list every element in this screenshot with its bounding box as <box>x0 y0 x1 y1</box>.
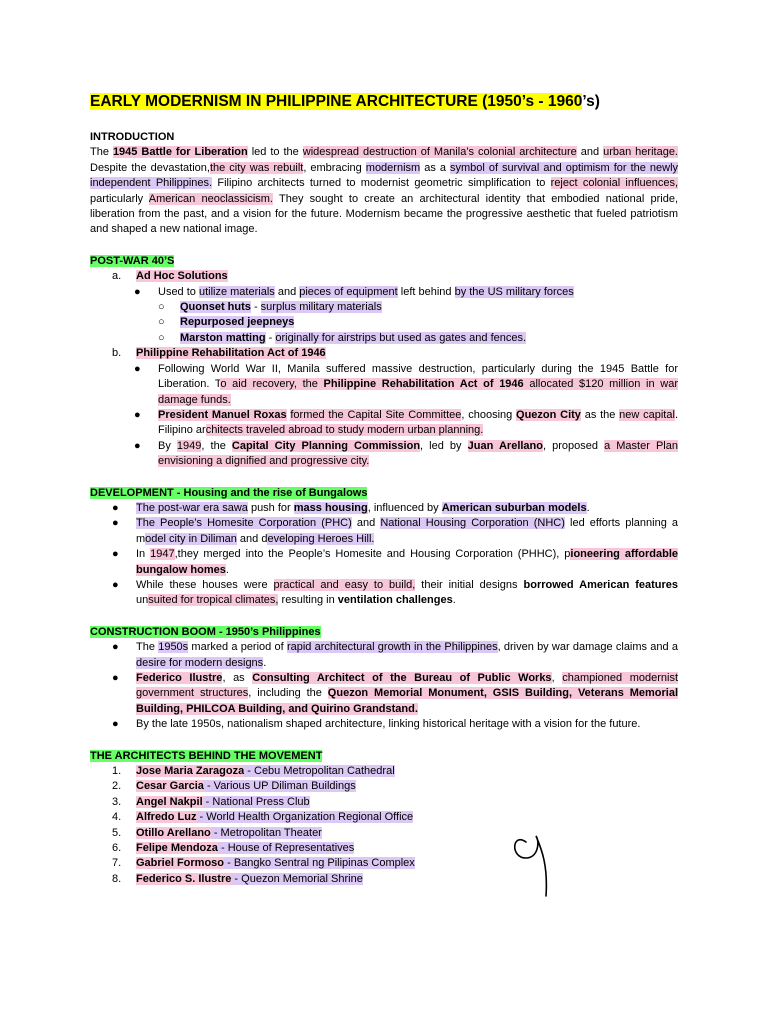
list-number: 5. <box>112 826 122 839</box>
architect-work: Cebu Metropolitan Cathedral <box>254 765 395 778</box>
sub-list-item <box>90 300 678 315</box>
text-run: , the <box>201 439 232 452</box>
text-run: , as <box>222 672 253 684</box>
text-run-highlight: the city was rebuilt <box>209 161 304 174</box>
architect-list-item <box>90 810 678 825</box>
text-run-bold: Philippine Rehabilitation Act of 1946 <box>323 378 524 391</box>
text-run-bold: Juan Arellano <box>467 439 543 452</box>
text-run-highlight: pieces of equipment <box>299 285 398 298</box>
list-item <box>90 516 678 547</box>
architect-list-item <box>90 795 678 810</box>
text-run: Despite the devastation, <box>90 161 210 174</box>
architect-work: Bangko Sentral ng Pilipinas Complex <box>233 857 415 870</box>
bullet-icon: ● <box>112 672 119 684</box>
list-number: 6. <box>112 842 122 855</box>
text-run: , including the <box>248 687 328 700</box>
text-run: While these houses were <box>136 578 274 591</box>
text-run-highlight: widespread destruction of Manila’s colonial architecture <box>302 146 577 159</box>
text-run-bold: mass housing <box>293 501 368 514</box>
text-run-highlight: new capital <box>619 408 675 421</box>
text-run-highlight: American neoclassicism. <box>148 192 273 205</box>
architect-name: Otillo Arellano <box>136 826 211 839</box>
text-run: resulting in <box>278 594 338 607</box>
separator: - <box>202 795 213 808</box>
bullet-icon: ● <box>112 548 119 561</box>
text-run-bold: ventilation challenges <box>337 594 453 607</box>
text-run: . <box>452 594 456 607</box>
list-number: 8. <box>112 872 122 885</box>
bullet-icon: ● <box>134 439 141 452</box>
text-run: Following World War II, Manila suffered massive destruction, particularly during the 1945 Battle for Liberation. T <box>158 362 678 391</box>
text-run-highlight: by the US military forces <box>454 285 574 298</box>
text-run-highlight: desire for modern designs <box>136 656 264 669</box>
bullet-icon: ● <box>134 285 141 298</box>
text-run: ,they merged into the People’s Homesite and Housing Corporation (PHHC), p <box>174 548 571 561</box>
separator: - <box>231 872 242 885</box>
boom-heading <box>90 625 678 640</box>
text-run: The <box>90 146 113 159</box>
list-label: Philippine Rehabilitation Act of 1946 <box>136 347 326 360</box>
text-run: push for <box>247 501 294 514</box>
text-run-highlight: odel city in Diliman <box>145 532 237 545</box>
list-number: 4. <box>112 811 122 824</box>
circle-bullet-icon: ○ <box>158 301 165 314</box>
sub-list-item <box>90 315 678 330</box>
section-heading-text: THE ARCHITECTS BEHIND THE MOVEMENT <box>90 749 323 762</box>
text-run-highlight: 1950s <box>158 641 189 654</box>
architect-name: Jose Maria Zaragoza <box>136 765 245 778</box>
text-run: un <box>136 594 149 607</box>
text-run-bold: Quezon Memorial Monument, GSIS Building, Veterans Memorial Building, PHILCOA Building, and Quirino Grandstand. <box>136 687 679 715</box>
text-run: and d <box>236 532 268 545</box>
architect-list-item <box>90 764 678 779</box>
signature-mark <box>508 828 568 898</box>
list-item <box>90 439 678 470</box>
text-run-highlight: 1947 <box>150 548 175 561</box>
architect-name: Angel Nakpil <box>136 795 203 808</box>
text-run: led to the <box>247 146 303 159</box>
architect-name: Felipe Mendoza <box>136 842 218 855</box>
text-run-highlight: rapid architectural growth in the Philippines <box>286 641 498 654</box>
title-tail: ’s) <box>582 93 600 110</box>
text-run: , choosing <box>461 408 517 421</box>
text-run-bold: Quezon City <box>516 408 581 421</box>
text-run: , influenced by <box>367 501 442 514</box>
text-run: By <box>158 439 177 452</box>
text-run-highlight: urban heritage. <box>603 146 678 159</box>
text-run: and <box>274 285 300 298</box>
list-item-a <box>90 269 678 284</box>
text-run-highlight: reject colonial influences, <box>550 177 679 190</box>
text-run: . <box>263 656 267 669</box>
architect-list-item <box>90 856 678 871</box>
text-run: left behind <box>397 285 455 298</box>
bullet-icon: ● <box>112 641 119 654</box>
architect-name: Gabriel Formoso <box>136 857 225 870</box>
text-run: By the late 1950s, nationalism shaped architecture, linking historical heritage with a vision for the future. <box>136 718 641 731</box>
text-run: as a <box>420 161 450 174</box>
list-label: Ad Hoc Solutions <box>136 270 228 283</box>
architect-name: Cesar Garcia <box>136 780 204 793</box>
bullet-icon: ● <box>112 517 119 530</box>
circle-bullet-icon: ○ <box>158 331 165 344</box>
list-item <box>90 717 678 732</box>
separator: - <box>203 780 214 793</box>
text-run: . <box>225 563 229 576</box>
text-run: their initial designs <box>415 578 524 591</box>
text-run-bold: Marston matting <box>180 331 266 344</box>
text-run-highlight: National Housing Corporation (NHC) <box>380 517 565 530</box>
list-item <box>90 578 678 609</box>
text-run-highlight: eveloping Heroes Hill. <box>267 532 375 545</box>
text-run: - <box>250 301 261 314</box>
list-number: 3. <box>112 795 122 808</box>
text-run-bold: Capital City Planning Commission <box>231 439 421 452</box>
text-run: , <box>551 672 563 684</box>
section-heading-text: POST-WAR 40’S <box>90 254 175 267</box>
bullet-icon: ● <box>112 501 119 514</box>
bullet-icon: ● <box>134 362 141 375</box>
text-run: - <box>265 331 276 344</box>
architect-name: Federico S. Ilustre <box>136 872 232 885</box>
list-number: 2. <box>112 780 122 793</box>
text-run: as the <box>580 408 620 421</box>
text-run: marked a period of <box>188 641 287 654</box>
text-run-bold: American suburban models <box>441 501 587 514</box>
intro-heading: INTRODUCTION <box>90 131 175 143</box>
postwar-heading <box>90 254 678 269</box>
list-item <box>90 362 678 408</box>
section-heading-text: CONSTRUCTION BOOM - 1950’s Philippines <box>90 625 321 638</box>
text-run-bold: borrowed American features <box>523 578 679 591</box>
development-heading <box>90 486 678 501</box>
list-item <box>90 671 678 717</box>
text-run: Filipino architects turned to modernist geometric simplification to <box>212 177 551 190</box>
list-marker: b. <box>112 347 122 360</box>
text-run: led efforts planning a m <box>136 517 679 545</box>
list-item-b <box>90 346 678 361</box>
list-item <box>90 408 678 439</box>
text-run-highlight: chitects traveled abroad to study modern urban planning. <box>205 424 484 437</box>
list-item <box>90 640 678 671</box>
text-run: In <box>136 548 151 561</box>
text-run-highlight: symbol of survival and optimism for the newly independent Philippines. <box>90 161 679 190</box>
bullet-icon: ● <box>134 408 141 421</box>
list-item <box>90 285 678 300</box>
separator: - <box>196 811 207 824</box>
text-run-highlight: formed the Capital Site Committee <box>290 408 462 421</box>
text-run-highlight: practical and easy to build, <box>273 578 416 591</box>
title-highlight: EARLY MODERNISM IN PHILIPPINE ARCHITECTURE (1950’s - 1960 <box>90 93 583 110</box>
text-run-highlight: allocated $120 million in war damage funds. <box>158 378 678 406</box>
architects-heading <box>90 749 678 764</box>
sub-list-item <box>90 331 678 346</box>
separator: - <box>210 826 221 839</box>
text-run-bold: ioneering affordable bungalow homes <box>136 548 678 576</box>
text-run-highlight: The People’s Homesite Corporation (PHC) <box>136 517 352 530</box>
text-run-highlight: utilize materials <box>198 285 275 298</box>
architect-list-item <box>90 779 678 794</box>
section-heading-text: DEVELOPMENT - Housing and the rise of Bungalows <box>90 486 368 499</box>
document-body <box>90 92 678 887</box>
architect-work: World Health Organization Regional Office <box>206 811 414 824</box>
text-run: and <box>351 517 381 530</box>
text-run-bold: Quonset huts <box>180 301 251 314</box>
text-run-highlight: championed modernist government structures <box>136 672 679 700</box>
architect-list-item <box>90 872 678 887</box>
list-number: 1. <box>112 765 122 778</box>
page-title <box>90 92 678 112</box>
text-run: , proposed <box>543 439 605 452</box>
text-run-highlight: modernism <box>365 161 421 174</box>
separator: - <box>244 765 254 778</box>
text-run: particularly <box>90 192 149 205</box>
bullet-icon: ● <box>112 718 119 731</box>
text-run: , led by <box>420 439 468 452</box>
text-run-highlight: surplus military materials <box>260 301 382 314</box>
architect-list-item <box>90 841 678 856</box>
text-run: , driven by war damage claims and a <box>497 641 678 654</box>
text-run: They sought to create an architectural identity that embodied national pride, liberation from the past, and a vision for the future. Modernism became the progressive aesthetic that fueled patriotism and shaped a new national image. <box>90 192 679 236</box>
intro-paragraph <box>90 145 678 237</box>
text-run: Used to <box>158 285 199 298</box>
architect-work: Quezon Memorial Shrine <box>241 872 363 885</box>
list-item <box>90 501 678 516</box>
text-run-highlight: o aid recovery, the <box>220 378 324 391</box>
list-marker: a. <box>112 270 122 283</box>
architect-work: National Press Club <box>212 795 310 808</box>
list-item <box>90 547 678 578</box>
text-run-highlight: suited for tropical climates, <box>148 594 279 607</box>
text-run-highlight: a Master Plan envisioning a dignified and progressive city. <box>158 439 678 468</box>
text-run-highlight: originally for airstrips but used as gates and fences. <box>275 331 527 344</box>
text-run: and <box>576 146 604 159</box>
separator: - <box>224 857 234 870</box>
architect-work: House of Representatives <box>227 842 355 855</box>
architect-list <box>90 764 678 887</box>
text-run-highlight: 1949 <box>176 439 202 452</box>
architect-work: Various UP Diliman Buildings <box>213 780 356 793</box>
text-run-highlight: The post-war era sawa <box>136 501 248 514</box>
circle-bullet-icon: ○ <box>158 316 165 329</box>
text-run: . <box>586 501 590 514</box>
architect-list-item <box>90 826 678 841</box>
architect-name: Alfredo Luz <box>136 811 197 824</box>
bullet-icon: ● <box>112 578 119 591</box>
separator: - <box>217 842 228 855</box>
text-run-bold: President Manuel Roxas <box>158 408 287 421</box>
architect-work: Metropolitan Theater <box>220 826 322 839</box>
text-run: , embracing <box>303 161 366 174</box>
text-run: The <box>136 641 159 654</box>
text-run-bold: 1945 Battle for Liberation <box>112 146 248 159</box>
text-run: . Filipino ar <box>158 408 678 437</box>
text-run-bold: Federico Ilustre <box>136 672 223 684</box>
text-run-bold: Consulting Architect of the Bureau of Public Works <box>252 672 552 684</box>
text-run-bold: Repurposed jeepneys <box>180 316 295 329</box>
list-number: 7. <box>112 857 122 870</box>
